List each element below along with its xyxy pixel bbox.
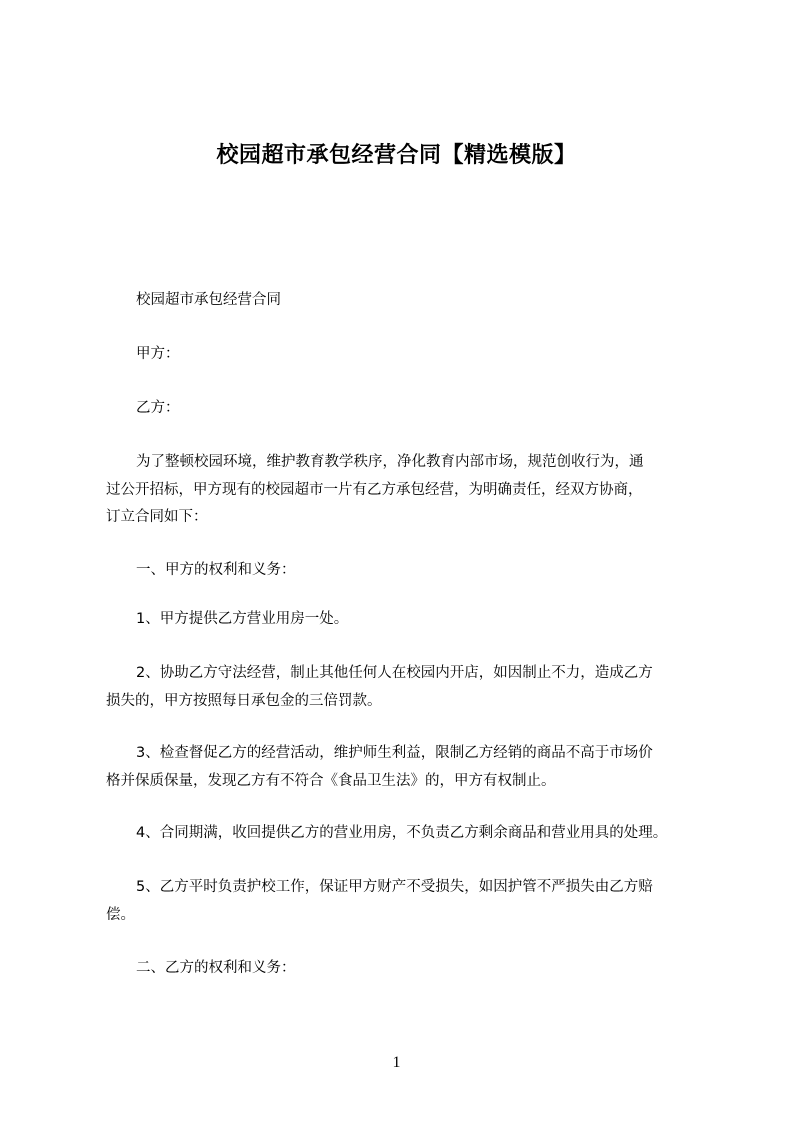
clause-2-line-1: 2、协助乙方守法经营，制止其他任何人在校园内开店，如因制止不力，造成乙方: [136, 665, 653, 681]
clause-3-line-1: 3、检查督促乙方的经营活动，维护师生利益，限制乙方经销的商品不高于市场价: [136, 745, 653, 761]
section-heading-2: 二、乙方的权利和义务：: [136, 960, 296, 976]
clause-5-line-1: 5、乙方平时负责护校工作，保证甲方财产不受损失，如因护管不严损失由乙方赔: [136, 879, 653, 895]
clause-2-line-2: 损失的，甲方按照每日承包金的三倍罚款。: [106, 693, 382, 709]
clause-1-line-1: 1、甲方提供乙方营业用房一处。: [136, 611, 349, 627]
party-b-label: 乙方：: [136, 400, 180, 416]
contract-subtitle: 校园超市承包经营合同: [136, 292, 281, 308]
intro-line-3: 订立合同如下：: [106, 509, 208, 525]
clause-4-line-1: 4、合同期满，收回提供乙方的营业用房，不负责乙方剩余商品和营业用具的处理。: [136, 825, 668, 841]
section-heading-1: 一、甲方的权利和义务：: [136, 562, 296, 578]
clause-3-line-2: 格并保质保量，发现乙方有不符合《食品卫生法》的，甲方有权制止。: [106, 773, 556, 789]
intro-line-2: 过公开招标，甲方现有的校园超市一片有乙方承包经营，为明确责任，经双方协商，: [106, 482, 643, 498]
party-a-label: 甲方：: [136, 346, 180, 362]
intro-line-1: 为了整顿校园环境，维护教育教学秩序，净化教育内部市场，规范创收行为，通: [136, 454, 644, 470]
clause-5-line-2: 偿。: [106, 907, 135, 923]
page-number: 1: [392, 1054, 401, 1071]
page-title: 校园超市承包经营合同【精选模版】: [216, 143, 577, 168]
